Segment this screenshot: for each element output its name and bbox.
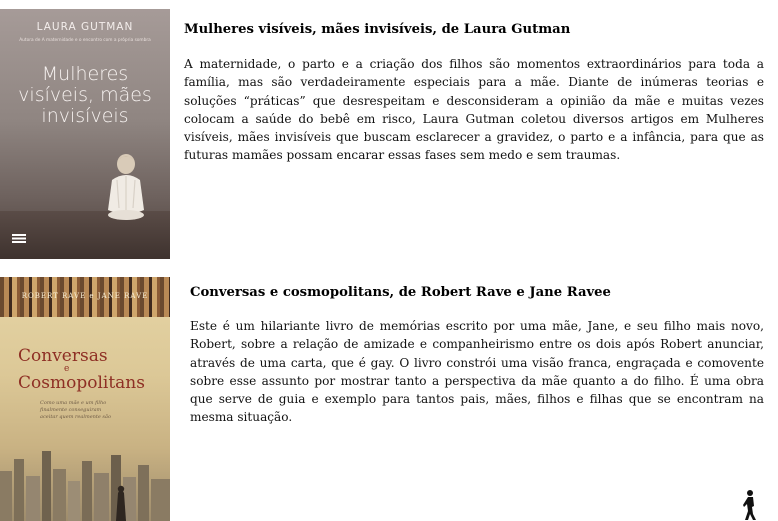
book-cover-conversas-cosmopolitans[interactable]: [0, 277, 170, 521]
book-cover-mulheres-visiveis[interactable]: [0, 9, 170, 259]
cover-title-line: Cosmopolitans: [18, 373, 145, 393]
book-title-heading: Conversas e cosmopolitans, de Robert Rave e Jane Ravee: [190, 285, 611, 300]
cover-author: LAURA GUTMAN: [36, 21, 134, 33]
book-title-heading: Mulheres visíveis, mães invisíveis, de Laura Gutman: [184, 22, 571, 37]
cover-title-connector: e: [64, 364, 70, 374]
book-description: A maternidade, o parto e a criação dos filhos são momentos extraordinários para toda a família, mas são verdadeiramente especiais para a mãe. Diante de inúmeras teorias e soluções “práticas” que desrespeitam e desconsideram a opinião da mãe e muitas vezes colocam a saúde do bebê em risco, Laura Gutman coletou diversos artigos em Mulheres visíveis, mães invisíveis que buscam esclarecer a gravidez, o parto e a infância, para que as futuras mamães possam encarar essas fases sem medo e sem traumas.: [184, 57, 764, 163]
publisher-logo-icon: [12, 234, 26, 243]
child-illustration: [105, 152, 147, 222]
cover-authors: ROBERT RAVE e JANE RAVE: [21, 292, 149, 300]
cover-title-line: Mulheres: [41, 63, 129, 85]
book-description: Este é um hilariante livro de memórias escrito por uma mãe, Jane, e seu filho mais novo, Robert, sobre a relação de amizade e companheirismo entre os dois após Robert anunciar, através de uma carta, que é gay. O livro constrói uma visão franca, engraçada e comovente sobre esse assunto por mostrar tanto a perspectiva da mãe quanto a do filho. É uma obra que serve de guia e exemplo para tantos pais, mães, filhos e filhas que se encontram na mesma situação.: [190, 319, 764, 425]
cover-tagline: Autora de A maternidade e o encontro com a própria sombra: [19, 38, 151, 43]
city-skyline-illustration: [0, 431, 170, 521]
cover-title: [18, 347, 145, 392]
walking-person-icon: [741, 489, 759, 521]
cover-title-line: visíveis, mães: [18, 84, 152, 106]
cover-title-line: Conversas: [18, 346, 108, 366]
cover-title-line: invisíveis: [41, 105, 129, 127]
cover-title: [0, 64, 170, 127]
cover-handwritten-note: Como uma mãe e um filho finalmente conseguiram aceitar quem realmente são: [40, 400, 111, 420]
